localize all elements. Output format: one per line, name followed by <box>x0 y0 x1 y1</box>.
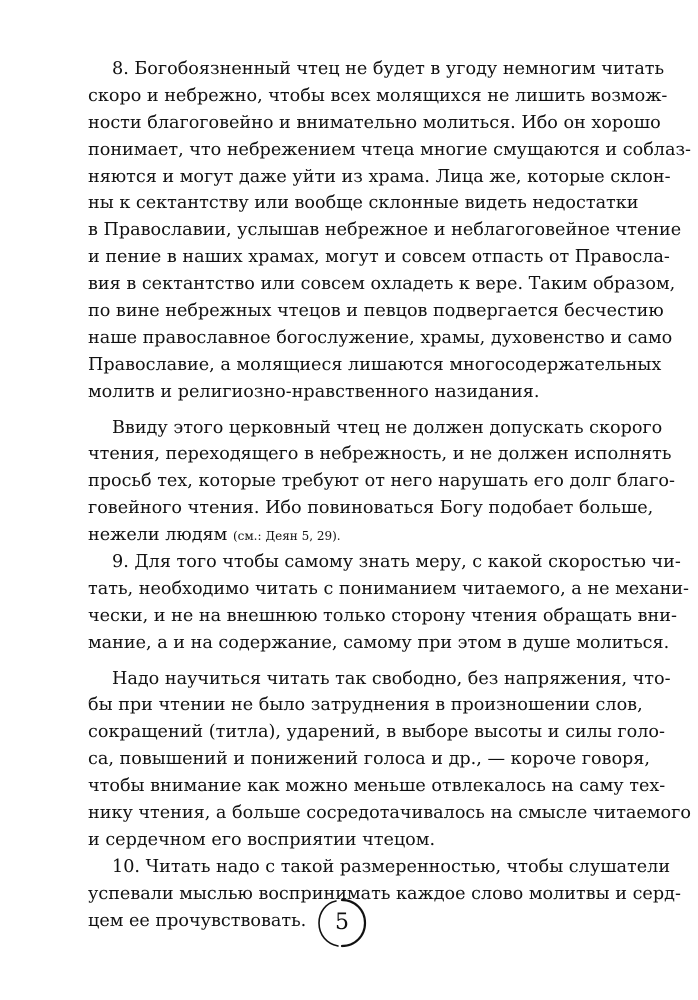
text-line: вия в сектантство или совсем охладеть к вере. Таким образом, <box>88 274 676 295</box>
paragraph-8 <box>88 56 691 406</box>
text-line: нику чтения, а больше сосредотачивалось на смысле читаемого <box>88 803 691 824</box>
text-line: няются и могут даже уйти из храма. Лица же, которые склон- <box>88 166 671 187</box>
text-line: Надо научиться читать так свободно, без напряжения, что- <box>112 668 671 689</box>
text-line: наше православное богослужение, храмы, духовенство и само <box>88 327 673 348</box>
text-line: ности благоговейно и внимательно молиться. Ибо он хорошо <box>88 112 661 133</box>
text-line: говейного чтения. Ибо повиноваться Богу подобает больше, <box>88 498 654 519</box>
text-fragment: нежели людям <box>88 525 228 546</box>
text-line <box>88 522 611 549</box>
text-line: в Православии, услышав небрежное и неблагоговейное чтение <box>88 220 682 241</box>
text-line: сокращений (титла), ударений, в выборе высоты и силы голо- <box>88 722 665 743</box>
text-line: 9. Для того чтобы самому знать меру, с какой скоростью чи- <box>112 552 681 573</box>
text-line: по вине небрежных чтецов и певцов подвергается бесчестию <box>88 301 664 322</box>
text-line: и сердечном его восприятии чтецом. <box>88 829 436 850</box>
paragraph-9 <box>88 549 689 657</box>
text-line: са, повышений и понижений голоса и др., — короче говоря, <box>88 749 650 770</box>
scripture-reference: (см.: Деян 5, 29). <box>232 529 341 544</box>
page-number-value: 5 <box>335 910 349 935</box>
text-line: молитв и религиозно-нравственного назидания. <box>88 381 540 402</box>
page-number <box>315 896 369 950</box>
page-text <box>88 56 691 935</box>
text-line: 10. Читать надо с такой размеренностью, чтобы слушатели <box>112 856 671 877</box>
text-line: чтобы внимание как можно меньше отвлекалось на саму тех- <box>88 776 666 797</box>
text-line: мание, а и на содержание, самому при этом в душе молиться. <box>88 632 670 653</box>
text-line: цем ее прочувствовать. <box>88 910 307 931</box>
text-line: просьб тех, которые требуют от него нарушать его долг благо- <box>88 471 675 492</box>
text-line: чтения, переходящего в небрежность, и не должен исполнять <box>88 444 672 465</box>
text-line: и пение в наших храмах, могут и совсем отпасть от Правосла- <box>88 247 670 268</box>
text-line: бы при чтении не было затруднения в произношении слов, <box>88 695 643 716</box>
text-line: понимает, что небрежением чтеца многие смущаются и соблаз- <box>88 139 691 160</box>
text-line: чески, и не на внешнюю только сторону чтения обращать вни- <box>88 605 677 626</box>
text-line: ны к сектантству или вообще склонные видеть недостатки <box>88 193 639 214</box>
text-line: Ввиду этого церковный чтец не должен допускать скорого <box>112 417 663 438</box>
paragraph-fluency <box>88 666 691 854</box>
paragraph-reader-duty <box>88 415 675 549</box>
text-line: 8. Богобоязненный чтец не будет в угоду немногим читать <box>112 59 665 79</box>
text-line: скоро и небрежно, чтобы всех молящихся не лишить возмож- <box>88 85 668 106</box>
text-line: Православие, а молящиеся лишаются многосодержательных <box>88 354 662 375</box>
text-line: тать, необходимо читать с пониманием читаемого, а не механи- <box>88 578 689 599</box>
text-line: успевали мыслью воспринимать каждое слово молитвы и серд- <box>88 883 681 904</box>
